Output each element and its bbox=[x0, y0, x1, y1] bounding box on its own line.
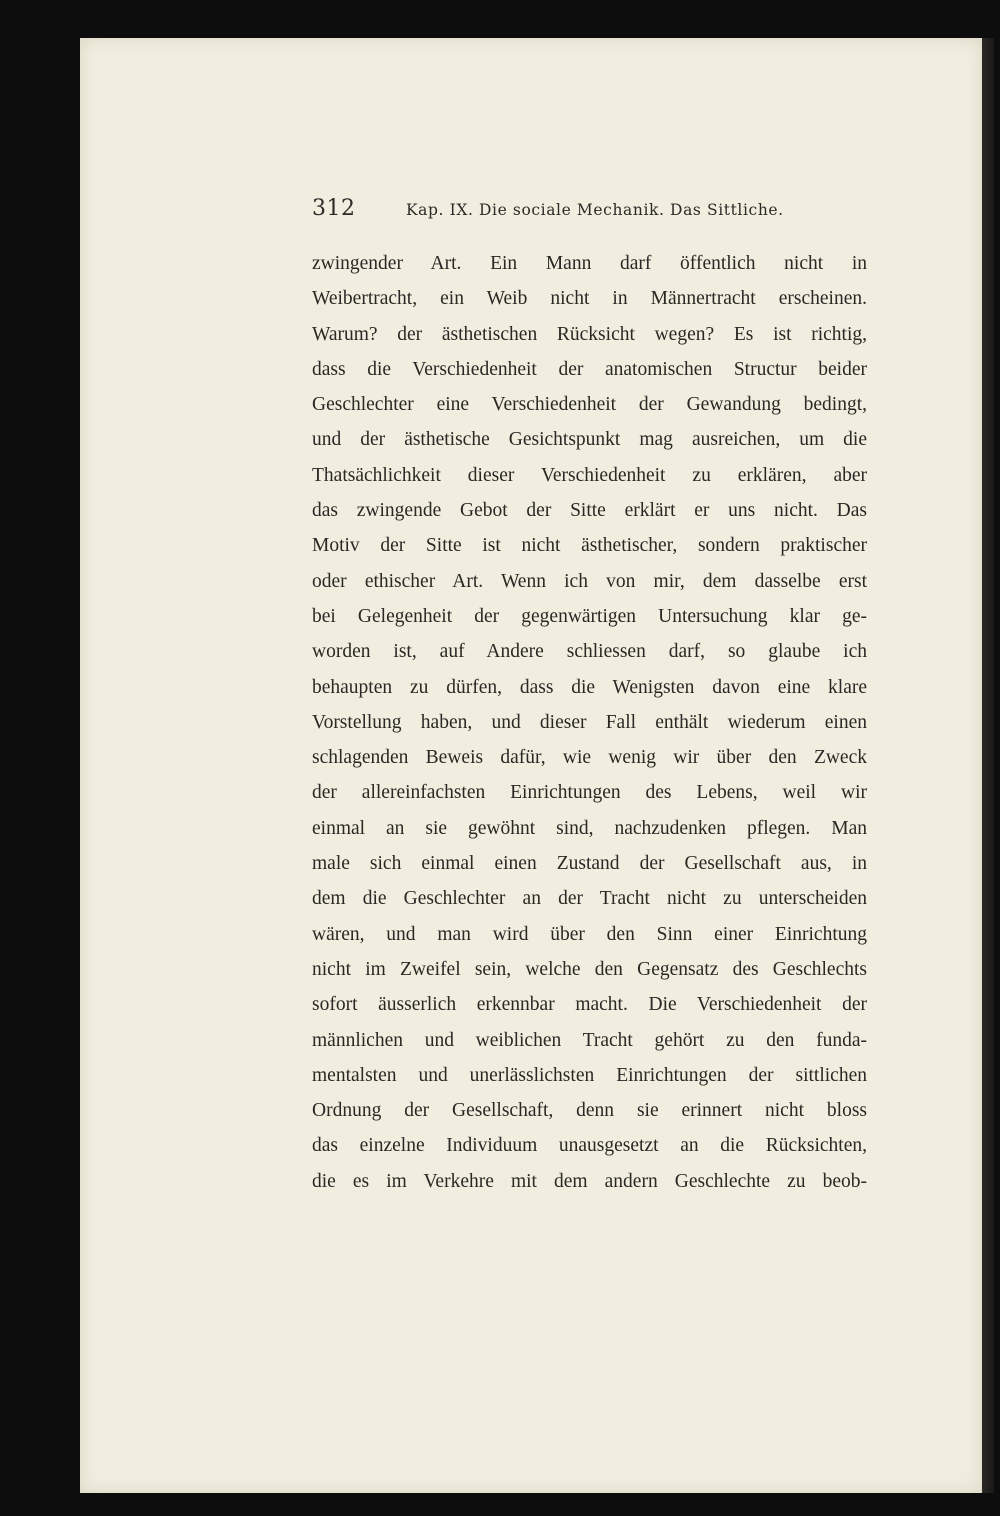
text-line: oder ethischer Art. Wenn ich von mir, dem dasselbe erst bbox=[312, 570, 867, 592]
text-line: male sich einmal einen Zustand der Gesellschaft aus, in bbox=[312, 853, 867, 875]
text-line: das einzelne Individuum unausgesetzt an die Rücksichten, bbox=[312, 1135, 867, 1157]
text-line: Motiv der Sitte ist nicht ästhetischer, sondern praktischer bbox=[312, 535, 867, 557]
text-line: dem die Geschlechter an der Tracht nicht zu unterscheiden bbox=[312, 888, 867, 910]
text-line: das zwingende Gebot der Sitte erklärt er uns nicht. Das bbox=[312, 500, 867, 522]
text-line: Thatsächlichkeit dieser Verschiedenheit zu erklären, aber bbox=[312, 464, 867, 486]
text-line: nicht im Zweifel sein, welche den Gegensatz des Geschlechts bbox=[312, 958, 867, 980]
text-line: Geschlechter eine Verschiedenheit der Gewandung bedingt, bbox=[312, 394, 867, 416]
text-line: Ordnung der Gesellschaft, denn sie erinnert nicht bloss bbox=[312, 1100, 867, 1122]
text-line: sofort äusserlich erkennbar macht. Die Verschiedenheit der bbox=[312, 994, 867, 1016]
text-line: Weibertracht, ein Weib nicht in Männertracht erscheinen. bbox=[312, 288, 867, 310]
text-line: und der ästhetische Gesichtspunkt mag ausreichen, um die bbox=[312, 429, 867, 451]
page-number: 312 bbox=[312, 196, 356, 221]
text-line: Vorstellung haben, und dieser Fall enthält wiederum einen bbox=[312, 711, 867, 733]
body-text bbox=[312, 246, 867, 1199]
running-head: Kap. IX. Die sociale Mechanik. Das Sittliche. bbox=[406, 201, 784, 219]
page-header bbox=[312, 196, 867, 228]
text-line: dass die Verschiedenheit der anatomischen Structur beider bbox=[312, 358, 867, 380]
text-line: schlagenden Beweis dafür, wie wenig wir über den Zweck bbox=[312, 747, 867, 769]
text-line: der allereinfachsten Einrichtungen des Lebens, weil wir bbox=[312, 782, 867, 804]
text-line: wären, und man wird über den Sinn einer Einrichtung bbox=[312, 923, 867, 945]
text-line: einmal an sie gewöhnt sind, nachzudenken pflegen. Man bbox=[312, 817, 867, 839]
text-line: die es im Verkehre mit dem andern Geschlechte zu beob- bbox=[312, 1170, 867, 1192]
text-line: männlichen und weiblichen Tracht gehört zu den funda- bbox=[312, 1029, 867, 1051]
page-edge bbox=[982, 38, 994, 1493]
text-line: mentalsten und unerlässlichsten Einrichtungen der sittlichen bbox=[312, 1064, 867, 1086]
text-line: worden ist, auf Andere schliessen darf, so glaube ich bbox=[312, 641, 867, 663]
text-line: Warum? der ästhetischen Rücksicht wegen? Es ist richtig, bbox=[312, 323, 867, 345]
text-line: behaupten zu dürfen, dass die Wenigsten davon eine klare bbox=[312, 676, 867, 698]
text-line: zwingender Art. Ein Mann darf öffentlich nicht in bbox=[312, 253, 867, 274]
text-line: bei Gelegenheit der gegenwärtigen Untersuchung klar ge- bbox=[312, 605, 867, 627]
